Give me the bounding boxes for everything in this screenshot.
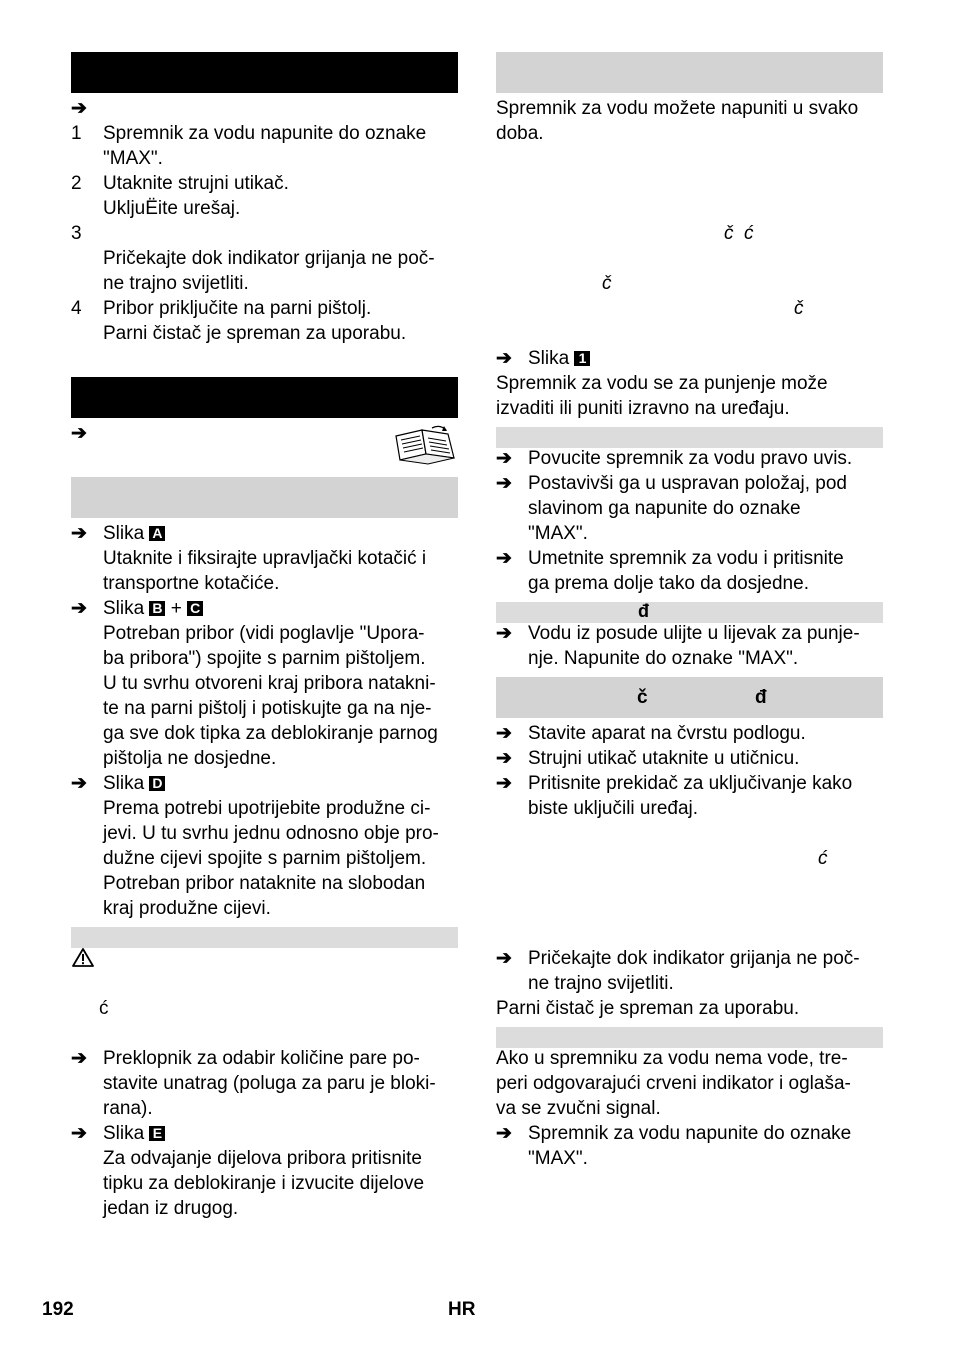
language-code: HR <box>448 1299 476 1320</box>
text-fragment: đ <box>755 687 767 708</box>
step-text: Spremnik za vodu napunite do oznake <box>103 123 427 144</box>
section-header-bar <box>71 377 458 418</box>
item-text: kraj produžne cijevi. <box>103 898 271 919</box>
item-text: ga sve dok tipka za deblokiranje parnog <box>103 723 438 744</box>
figure-ref: Slika A <box>103 521 165 546</box>
subsection-header-bar <box>496 1027 883 1048</box>
paragraph-line: Ako u spremniku za vodu nema vode, tre- <box>496 1048 848 1069</box>
step-text: Vodu iz posude ulijte u lijevak za punje- <box>528 623 860 644</box>
step-text: "MAX". <box>528 523 588 544</box>
step-text: Pričekajte dok indikator grijanja ne poč- <box>528 948 860 969</box>
item-text: U tu svrhu otvoreni kraj pribora natakni- <box>103 673 436 694</box>
item-text: Potreban pribor (vidi poglavlje "Upora- <box>103 623 425 644</box>
step-text: Pritisnite prekidač za uključivanje kako <box>528 773 853 794</box>
item-text: te na parni pištolj i potiskujte ga na nje- <box>103 698 432 719</box>
paragraph-line: Parni čistač je spreman za uporabu. <box>496 998 800 1019</box>
step-text: "MAX". <box>528 1148 588 1169</box>
item-text: stavite unatrag (poluga za paru je bloki- <box>103 1073 436 1094</box>
figure-badge: A <box>149 526 165 541</box>
arrow-icon: ➔ <box>496 448 512 469</box>
item-text: pištolja ne dosjedne. <box>103 748 277 769</box>
step-text: Parni čistač je spreman za uporabu. <box>103 323 407 344</box>
arrow-icon: ➔ <box>71 423 87 444</box>
figure-ref: Slika 1 <box>528 346 590 371</box>
paragraph-line: Spremnik za vodu možete napuniti u svako <box>496 98 859 119</box>
arrow-icon: ➔ <box>71 598 87 619</box>
text-fragment: ć <box>818 848 828 869</box>
step-text: Povucite spremnik za vodu pravo uvis. <box>528 448 853 469</box>
subsection-header-bar <box>496 427 883 448</box>
step-text: ne trajno svijetliti. <box>528 973 674 994</box>
item-text: ba pribora") spojite s parnim pištoljem. <box>103 648 426 669</box>
item-text: Prema potrebi upotrijebite produžne ci- <box>103 798 431 819</box>
paragraph-line: izvaditi ili puniti izravno na uređaju. <box>496 398 790 419</box>
text-fragment: č <box>602 273 612 294</box>
step-number: 2 <box>71 173 82 194</box>
item-text: Preklopnik za odabir količine pare po- <box>103 1048 420 1069</box>
arrow-icon: ➔ <box>71 773 87 794</box>
step-text: Utaknite strujni utikač. <box>103 173 289 194</box>
arrow-icon: ➔ <box>71 98 87 119</box>
step-text: UkljuËite urešaj. <box>103 198 241 219</box>
warning-icon <box>71 947 95 968</box>
step-text: ga prema dolje tako da dosjedne. <box>528 573 809 594</box>
figure-ref: Slika E <box>103 1121 165 1146</box>
item-text: Utaknite i fiksirajte upravljački kotačić i <box>103 548 427 569</box>
arrow-icon: ➔ <box>496 548 512 569</box>
step-text: Postavivši ga u uspravan položaj, pod <box>528 473 847 494</box>
subsection-header-bar <box>71 477 458 518</box>
item-text: jevi. U tu svrhu jednu odnosno obje pro- <box>103 823 439 844</box>
arrow-icon: ➔ <box>496 623 512 644</box>
arrow-icon: ➔ <box>71 1123 87 1144</box>
text-fragment: č <box>637 687 648 708</box>
item-text: transportne kotačiće. <box>103 573 280 594</box>
text-fragment: č <box>794 298 804 319</box>
arrow-icon: ➔ <box>496 948 512 969</box>
figure-ref: Slika B + C <box>103 596 203 621</box>
step-text: Stavite aparat na čvrstu podlogu. <box>528 723 806 744</box>
subsection-header-bar <box>71 927 458 948</box>
item-text: tipku za deblokiranje i izvucite dijelove <box>103 1173 425 1194</box>
figure-badge: E <box>149 1126 165 1141</box>
arrow-icon: ➔ <box>496 723 512 744</box>
paragraph-line: peri odgovarajući crveni indikator i oglaša- <box>496 1073 851 1094</box>
step-text: Umetnite spremnik za vodu i pritisnite <box>528 548 844 569</box>
step-text: Pričekajte dok indikator grijanja ne poč- <box>103 248 435 269</box>
item-text: Potreban pribor nataknite na slobodan <box>103 873 426 894</box>
step-text: slavinom ga napunite do oznake <box>528 498 801 519</box>
step-text: Spremnik za vodu napunite do oznake <box>528 1123 852 1144</box>
step-text: ne trajno svijetliti. <box>103 273 249 294</box>
item-text: dužne cijevi spojite s parnim pištoljem. <box>103 848 427 869</box>
item-text: Za odvajanje dijelova pribora pritisnite <box>103 1148 422 1169</box>
step-number: 4 <box>71 298 82 319</box>
page-number: 192 <box>42 1299 74 1320</box>
subsection-header-bar <box>496 677 883 718</box>
text-fragment: đ <box>638 601 649 621</box>
text-fragment: č ć <box>724 223 754 244</box>
arrow-icon: ➔ <box>71 523 87 544</box>
figure-badge: 1 <box>574 351 590 366</box>
step-text: Strujni utikač utaknite u utičnicu. <box>528 748 800 769</box>
text-fragment: ć <box>99 998 109 1019</box>
figure-badge: C <box>187 601 203 616</box>
arrow-icon: ➔ <box>496 1123 512 1144</box>
figure-badge: B <box>149 601 165 616</box>
item-text: rana). <box>103 1098 153 1119</box>
arrow-icon: ➔ <box>71 1048 87 1069</box>
step-text: nje. Napunite do oznake "MAX". <box>528 648 799 669</box>
manual-book-icon <box>392 424 459 466</box>
paragraph-line: va se zvučni signal. <box>496 1098 661 1119</box>
step-number: 1 <box>71 123 82 144</box>
section-header-bar <box>71 52 458 93</box>
step-text: "MAX". <box>103 148 163 169</box>
step-text: biste uključili uređaj. <box>528 798 699 819</box>
paragraph-line: Spremnik za vodu se za punjenje može <box>496 373 828 394</box>
step-number: 3 <box>71 223 82 244</box>
item-text: jedan iz drugog. <box>103 1198 239 1219</box>
arrow-icon: ➔ <box>496 473 512 494</box>
arrow-icon: ➔ <box>496 773 512 794</box>
step-text: Pribor priključite na parni pištolj. <box>103 298 372 319</box>
subsection-header-bar <box>496 52 883 93</box>
arrow-icon: ➔ <box>496 348 512 369</box>
arrow-icon: ➔ <box>496 748 512 769</box>
figure-badge: D <box>149 776 165 791</box>
paragraph-line: doba. <box>496 123 544 144</box>
figure-ref: Slika D <box>103 771 165 796</box>
subsection-header-bar <box>496 602 883 623</box>
